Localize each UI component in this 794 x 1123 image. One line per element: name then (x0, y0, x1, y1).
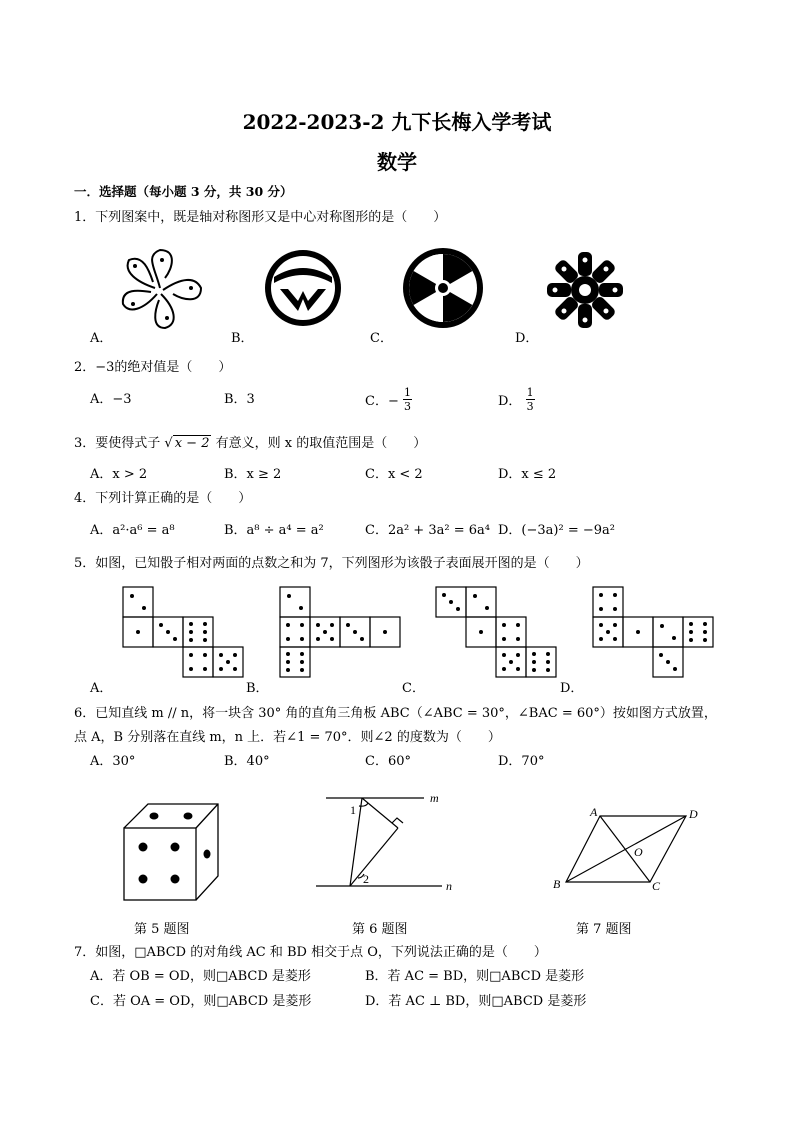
q6-option-d[interactable]: D．70° (498, 754, 545, 769)
page-title: 2022-2023-2 九下长梅入学考试 (242, 110, 552, 134)
q3-option-c[interactable]: C．x < 2 (365, 467, 423, 482)
q2-option-d[interactable] (498, 388, 535, 415)
q4-option-b[interactable]: B．a⁸ ÷ a⁴ = a² (224, 523, 324, 538)
fig7-label-b: B (553, 877, 561, 891)
q7-option-c[interactable]: C．若 OA = OD，则□ABCD 是菱形 (90, 994, 312, 1009)
q6-option-c[interactable]: C．60° (365, 754, 411, 769)
q7-option-d[interactable]: D．若 AC ⊥ BD，则□ABCD 是菱形 (365, 994, 587, 1009)
fig6-label-m: m (430, 791, 439, 805)
fig5-caption: 第 5 题图 (134, 922, 190, 937)
q6-option-b[interactable]: B．40° (224, 754, 270, 769)
q3-stem-after: 有意义，则 x 的取值范围是（ ） (215, 436, 427, 451)
q1-option-c[interactable]: C． (370, 331, 393, 346)
fig6-diagram (312, 788, 457, 896)
subject-title: 数学 (377, 150, 417, 174)
fig6-angle-2: 2 (363, 872, 369, 886)
q5-option-c[interactable]: C． (402, 681, 425, 696)
q3-option-b[interactable]: B．x ≥ 2 (224, 467, 282, 482)
fraction-denominator: 3 (403, 400, 411, 413)
fig7-label-d: D (689, 807, 698, 821)
q4-option-d[interactable]: D．(−3a)² = −9a² (498, 523, 615, 538)
q2-option-a[interactable]: A．−3 (90, 392, 132, 407)
q3-stem (74, 432, 426, 451)
q7-option-a[interactable]: A．若 OB = OD，则□ABCD 是菱形 (90, 969, 311, 984)
q2-stem: 2．−3的绝对值是（ ） (74, 360, 232, 375)
fig6-angle-1: 1 (350, 803, 356, 817)
q1-figure-c (400, 245, 486, 331)
sqrt-sign: √ (164, 436, 173, 451)
fig7-caption: 第 7 题图 (576, 922, 632, 937)
q4-stem: 4．下列计算正确的是（ ） (74, 491, 252, 506)
q1-figure-a (115, 248, 205, 330)
fraction-numerator: 1 (403, 386, 411, 399)
section-heading: 一．选择题（每小题 3 分，共 30 分） (74, 184, 293, 199)
q1-option-b[interactable]: B． (231, 331, 254, 346)
q6-stem-line1: 6．已知直线 m // n，将一块含 30° 角的直角三角板 ABC（∠ABC = 30°，∠BAC = 60°）按如图方式放置， (74, 706, 717, 721)
fig7-label-o: O (634, 845, 643, 859)
radicand: x − 2 (174, 436, 210, 451)
q2-option-d-label: D． (498, 394, 522, 409)
q6-stem-line2: 点 A，B 分别落在直线 m，n 上．若∠1 = 70°．则∠2 的度数为（ ） (74, 730, 501, 745)
q1-figure-d (545, 250, 625, 330)
fraction (526, 386, 535, 413)
fraction-denominator: 3 (526, 400, 534, 413)
q5-option-d[interactable]: D． (560, 681, 584, 696)
q4-option-c[interactable]: C．2a² + 3a² = 6a⁴ (365, 523, 490, 538)
q4-option-a[interactable]: A．a²·a⁶ = a⁸ (90, 523, 175, 538)
q1-option-a[interactable]: A． (90, 331, 113, 346)
fig7-diagram (548, 802, 708, 894)
fig6-label-n: n (446, 879, 452, 893)
fig7-label-c: C (652, 879, 661, 893)
q5-option-a[interactable]: A． (90, 681, 113, 696)
fig6-caption: 第 6 题图 (352, 922, 408, 937)
fraction-numerator: 1 (526, 386, 534, 399)
q5-stem: 5．如图，已知骰子相对两面的点数之和为 7，下列图形为该骰子表面展开图的是（ ） (74, 556, 589, 571)
q5-option-b[interactable]: B． (246, 681, 269, 696)
q2-option-c-label: C．− (365, 394, 399, 409)
q2-option-c[interactable] (365, 388, 412, 415)
fig7-label-a: A (590, 805, 598, 819)
q3-stem-before: 3．要使得式子 (74, 436, 161, 451)
q1-option-d[interactable]: D． (515, 331, 539, 346)
q2-option-b[interactable]: B．3 (224, 392, 255, 407)
q5-dice-nets (120, 586, 770, 681)
q7-stem: 7．如图，□ABCD 的对角线 AC 和 BD 相交于点 O，下列说法正确的是（ ） (74, 945, 547, 960)
q1-figure-b (262, 247, 344, 329)
q6-option-a[interactable]: A．30° (90, 754, 136, 769)
fig5-cube (118, 800, 223, 905)
fraction (403, 386, 412, 413)
q7-option-b[interactable]: B．若 AC = BD，则□ABCD 是菱形 (365, 969, 585, 984)
q3-option-a[interactable]: A．x > 2 (90, 467, 148, 482)
q3-option-d[interactable]: D．x ≤ 2 (498, 467, 557, 482)
q1-stem: 1．下列图案中，既是轴对称图形又是中心对称图形的是（ ） (74, 210, 447, 225)
